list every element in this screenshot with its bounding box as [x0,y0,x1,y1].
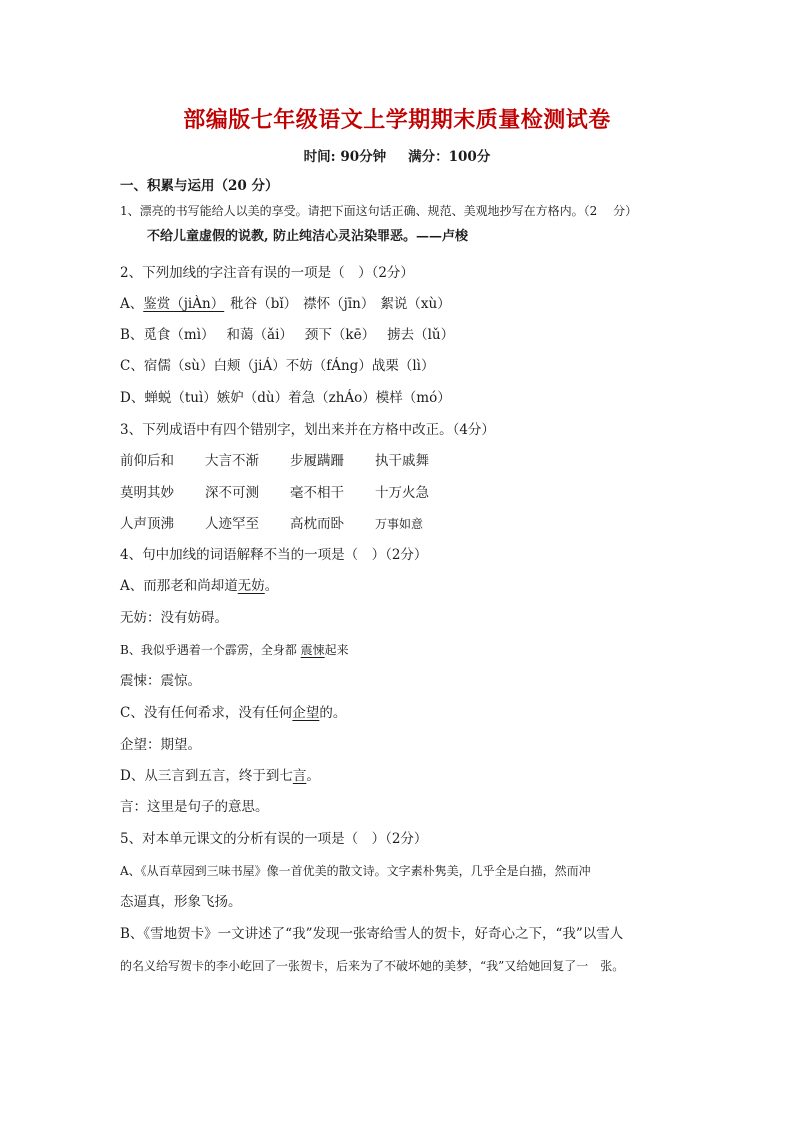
exam-time: 时间: 90分钟 [303,149,387,165]
question-2-option-b: B、觅食（mì） 和蔼（ǎi） 颈下（kē） 掳去（lǔ） [120,327,455,343]
question-1: 1、漂亮的书写能给人以美的享受。请把下面这句话正确、规范、美观地抄写在方格内。（2 分） [120,204,638,218]
exam-score: 满分：100分 [408,149,491,165]
question-3: 3、下列成语中有四个错别字，划出来并在方格中改正。（4分） [120,422,495,438]
page-title: 部编版七年级语文上学期期末质量检测试卷 [183,108,611,133]
question-2: 2、下列加线的字注音有误的一项是（ ）（2分） [120,265,414,281]
idiom-row-2: 莫明其妙 深不可测 毫不相干 十万火急 [120,485,429,501]
question-4-option-a: A、而那老和尚却道无妨。 [120,578,279,594]
question-2-option-c: C、宿儒（sù）白颊（jiÁ）不妨（fÁng）战栗（lì） [120,358,435,374]
question-4: 4、句中加线的词语解释不当的一项是（ ）（2分） [120,547,428,563]
question-5-option-a-line-2: 态逼真，形象飞扬。 [120,894,242,910]
question-4-explanation-b: 震悚：震惊。 [120,673,201,689]
question-5-option-a-line-1: A、《从百草园到三味书屋》像一首优美的散文诗。文字素朴隽美，几乎全是白描，然而冲 [120,864,591,878]
question-4-option-d: D、从三言到五言，终于到七言。 [120,768,320,784]
exam-info [0,145,794,165]
idiom-row-3: 人声顶沸 人迹罕至 高枕而卧 万事如意 [120,516,424,532]
question-2-option-d: D、蝉蜕（tuì）嫉妒（dù）着急（zhÁo）模样（mó） [120,390,451,406]
section-heading: 一、积累与运用（20 分） [120,178,279,194]
question-5: 5、对本单元课文的分析有误的一项是（ ）（2分） [120,831,428,847]
question-5-option-b-line-1: B、《雪地贺卡》一文讲述了“我”发现一张寄给雪人的贺卡，好奇心之下，“我”以雪人 [120,926,624,942]
question-4-explanation-d: 言：这里是句子的意思。 [120,799,269,815]
question-2-option-a: A、鉴赏（jiÀn） 秕谷（bǐ） 襟怀（jīn） 絮说（xù） [120,296,451,312]
idiom-row-1: 前仰后和 大言不渐 步履蹒跚 执干戚舞 [120,453,429,469]
question-4-explanation-c: 企望：期望。 [120,737,201,753]
question-4-option-c: C、没有任何希求，没有任何企望的。 [120,705,347,721]
question-5-option-b-line-2: 的名义给写贺卡的李小屹回了一张贺卡，后来为了不破坏她的美梦，“我”又给她回复了一 张。 [120,959,625,973]
question-4-explanation-a: 无妨：没有妨碍。 [120,610,228,626]
question-1-quote: 不给儿童虚假的说教, 防止纯洁心灵沾染罪恶。——卢梭 [147,229,469,244]
question-4-option-b: B、我似乎遇着一个霹雳，全身都 震悚起来 [120,643,349,657]
